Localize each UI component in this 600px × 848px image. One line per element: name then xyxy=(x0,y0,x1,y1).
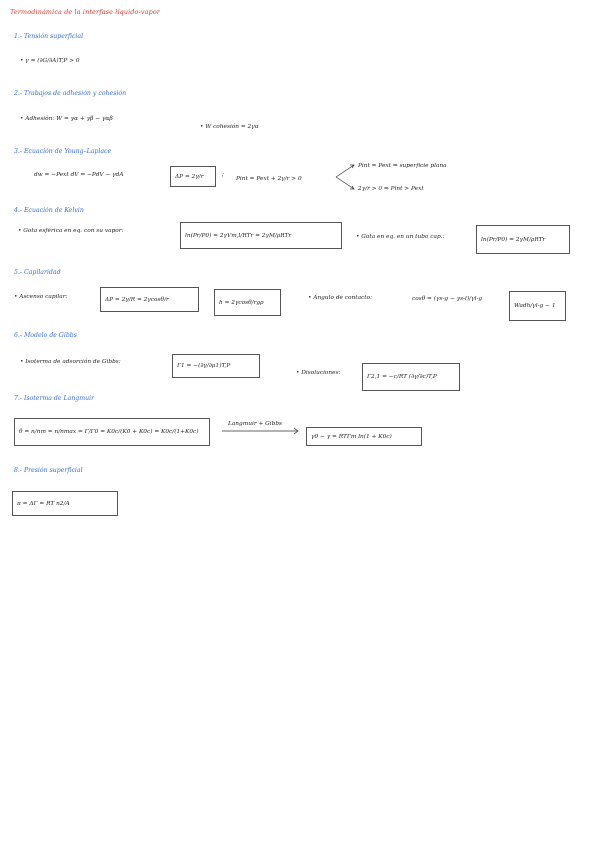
section-4-heading: 4.- Ecuación de Kelvin xyxy=(14,207,84,214)
gibbs-isotherm-box: Γ1 = −(∂γ/∂μ1)T,P xyxy=(172,354,260,378)
kelvin-drop-text: • Gota esférica en eq. con su vapor: xyxy=(18,228,124,234)
laplace-separator: ; xyxy=(222,172,224,178)
adhesion-work-formula: • Adhesión: W = γα + γβ − γαβ xyxy=(20,116,113,122)
section-6-heading: 6.- Modelo de Gibbs xyxy=(14,332,77,339)
section-8-heading: 8.- Presión superficial xyxy=(14,467,83,474)
laplace-work-formula: dw = −Pext dV = −PdV − γdA xyxy=(34,172,124,178)
langmuir-isotherm-box: θ = n/nm = n/nmax = Γ/Γ0 = K0c/(K0 + K0c) = K0c/(1+K0c) xyxy=(14,418,210,446)
adhesion-ratio-box: Wadh/γl-g − 1 xyxy=(509,291,566,321)
section-7-heading: 7.- Isoterma de Langmuir xyxy=(14,395,95,402)
surface-pressure-box: π = ΔΓ = RT n2/A xyxy=(12,491,118,516)
section-1-heading: 1.- Tensión superficial xyxy=(14,33,84,40)
gibbs-isotherm-text: • Isoterma de adsorción de Gibbs: xyxy=(20,359,121,365)
solutions-box: Γ2,1 = −c/RT (∂γ/∂c)T,P xyxy=(362,363,460,391)
langmuir-gibbs-label: Langmuir + Gibbs xyxy=(228,421,283,427)
curved-surface-branch: 2γ/r > 0 ⇒ Pint > Pext xyxy=(358,186,424,192)
solutions-text: • Disoluciones: xyxy=(296,370,341,376)
internal-pressure-formula: Pint = Pext + 2γ/r > 0 xyxy=(236,176,302,182)
cohesion-work-formula: • W cohesión = 2γα xyxy=(200,124,259,130)
kelvin-capillary-text: • Gota en eq. en un tubo cap.: xyxy=(356,234,445,240)
branch-arrows xyxy=(334,160,358,192)
surface-tension-formula: • γ = (∂G/∂A)T,P > 0 xyxy=(20,58,80,64)
section-2-heading: 2.- Trabajos de adhesión y cohesión xyxy=(14,90,127,97)
laplace-pressure-box: ΔP = 2γ/r xyxy=(170,166,216,187)
capillary-height-box: h = 2γcosθ/rgρ xyxy=(214,289,281,316)
langmuir-gibbs-arrow xyxy=(220,426,302,436)
page-title: Termodinámica de la interfase líquido-vapor xyxy=(10,8,161,16)
flat-surface-branch: Pint = Pext ⇒ superficie plana xyxy=(358,163,447,169)
contact-angle-formula: cosθ = (γs-g − γs-l)/γl-g xyxy=(412,296,483,302)
capillary-rise-text: • Ascenso capilar: xyxy=(14,294,68,300)
kelvin-capillary-box: ln(Pr/P0) = 2γM/ρRTr xyxy=(476,225,570,254)
capillary-pressure-box: ΔP = 2γ/R = 2γcosθ/r xyxy=(100,287,199,312)
langmuir-gibbs-box: γ0 − γ = RTΓm ln(1 + K0c) xyxy=(306,427,422,446)
kelvin-equation-box: ln(Pr/P0) = 2γVm,l/RTr = 2γM/ρRTr xyxy=(180,222,342,249)
section-5-heading: 5.- Capilaridad xyxy=(14,269,61,276)
contact-angle-text: • Ángulo de contacto: xyxy=(308,295,373,301)
section-3-heading: 3.- Ecuación de Young–Laplace xyxy=(14,148,112,155)
